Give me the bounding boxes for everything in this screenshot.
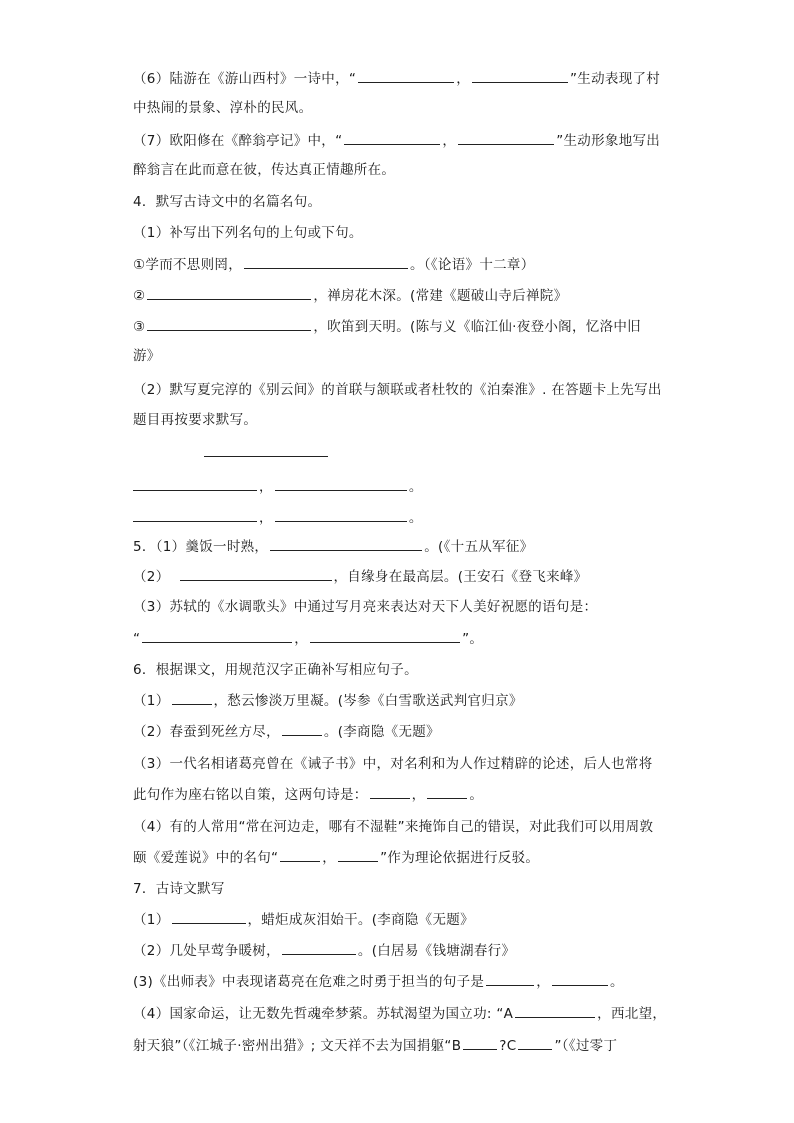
q7-title: 7．古诗文默写	[133, 881, 225, 897]
comma: ，	[294, 631, 309, 647]
answer-blank[interactable]	[338, 847, 378, 862]
title-answer-line[interactable]	[204, 456, 328, 457]
comma: ，	[411, 787, 426, 803]
q5-1-text: 5．（1）羹饭一时熟，	[133, 539, 269, 555]
open-quote: “	[133, 631, 141, 647]
q5-2-num: （2）	[133, 569, 170, 585]
answer-blank[interactable]	[486, 971, 534, 986]
q7-1-num: （1）	[133, 912, 170, 928]
answer-blank[interactable]	[275, 507, 407, 522]
q5-2	[133, 566, 587, 587]
q6-4-text: 颐《爱莲说》中的名句“	[133, 850, 279, 866]
answer-blank[interactable]	[244, 254, 408, 269]
q5-3-line1: （3）苏轼的《水调歌头》中通过写月亮来表达对天下人美好祝愿的语句是：	[133, 599, 598, 615]
answer-blank[interactable]	[310, 628, 460, 643]
q4-1-3-text: ，吹笛到天明。(陈与义《临江仙·夜登小阁，忆洛中旧	[313, 319, 641, 335]
comma: ，	[322, 850, 337, 866]
answer-blank[interactable]	[133, 476, 257, 491]
q7-3-text: (3)《出师表》中表现诸葛亮在危难之时勇于担当的句子是	[133, 974, 485, 990]
q4-1-1-source: 。（《论语》十二章）	[410, 257, 535, 273]
q4-1-instruction: （1）补写出下列名句的上句或下句。	[133, 225, 363, 241]
q6-3-line1: （3）一代名相诸葛亮曾在《诫子书》中，对名利和为人作过精辟的论述，后人也常将	[133, 756, 653, 772]
q7-4-text: （4）国家命运，让无数先哲魂牵梦萦。苏轼渴望为国立功: “A	[133, 1006, 514, 1022]
q3-6-text: （6）陆游在《游山西村》一诗中，“	[133, 71, 357, 87]
q7-2	[133, 940, 515, 961]
q6-1-num: （1）	[133, 693, 170, 709]
q7-1	[133, 909, 474, 930]
answer-blank[interactable]	[515, 1003, 595, 1018]
q5-1-source: 。(《十五从军征》	[424, 539, 534, 555]
answer-blank[interactable]	[147, 285, 311, 300]
answer-blank[interactable]	[142, 628, 292, 643]
q4-1-2-text: ，禅房花木深。(常建《题破山寺后禅院》	[313, 288, 568, 304]
q3-6-tail: ”生动表现了村	[570, 71, 661, 87]
period: 。	[408, 510, 423, 526]
answer-blank[interactable]	[133, 507, 257, 522]
q3-6-line2: 中热闹的景象、淳朴的民风。	[133, 100, 313, 116]
answer-blank[interactable]	[282, 721, 322, 736]
answer-blank[interactable]	[280, 847, 320, 862]
answer-blank[interactable]	[180, 566, 332, 581]
comma: ，	[456, 71, 470, 87]
q6-1	[133, 690, 523, 711]
answer-blank[interactable]	[344, 130, 440, 145]
q7-4-line2-text: 射天狼”（《江城子·密州出猎》; 文天祥不去为国捐躯“B	[133, 1038, 462, 1054]
q7-4-c-label: ?C	[499, 1038, 517, 1054]
q6-2-text: （2）春蚕到死丝方尽，	[133, 724, 280, 740]
q6-2	[133, 721, 440, 742]
comma: ，	[259, 479, 273, 495]
comma: ，	[536, 974, 551, 990]
answer-blank[interactable]	[427, 784, 467, 799]
q4-title: 4．默写古诗文中的名篇名句。	[133, 194, 322, 210]
q6-3-line2	[133, 784, 483, 805]
close-quote: ”。	[462, 631, 484, 647]
q7-1-text: ，蜡炬成灰泪始干。(李商隐《无题》	[247, 912, 474, 928]
answer-blank[interactable]	[282, 940, 356, 955]
q7-3	[133, 971, 624, 992]
q6-3-text: 此句作为座右铭以自策，这两句诗是：	[133, 787, 368, 803]
q6-2-source: 。(李商隐《无题》	[323, 724, 440, 740]
q6-1-text: ，愁云惨淡万里凝。(岑参《白雪歌送武判官归京》	[213, 693, 523, 709]
q6-4-line1: （4）有的人常用“常在河边走，哪有不湿鞋”来掩饰自己的错误，对此我们可以用周敦	[133, 819, 654, 835]
period: 。	[408, 479, 423, 495]
q5-1	[133, 536, 533, 557]
answer-blank[interactable]	[463, 1035, 497, 1050]
answer-blank[interactable]	[370, 784, 410, 799]
q3-7-text: （7）欧阳修在《醉翁亭记》中，“	[133, 133, 343, 149]
q3-7-tail: ”生动形象地写出	[556, 133, 661, 149]
q4-2-line2: 题目再按要求默写。	[133, 412, 258, 428]
answer-blank[interactable]	[275, 476, 407, 491]
q7-4-tail: ”（《过零丁	[554, 1038, 618, 1054]
answer-blank[interactable]	[147, 316, 311, 331]
q6-4-line2	[133, 847, 539, 868]
answer-blank[interactable]	[458, 130, 554, 145]
answer-blank[interactable]	[472, 68, 568, 83]
q4-2-answer2	[133, 507, 423, 528]
q3-7-line2: 醉翁言在此而意在彼，传达真正情趣所在。	[133, 162, 396, 178]
q4-2-line1: （2）默写夏完淳的《别云间》的首联与颔联或者杜牧的《泊秦淮》. 在答题卡上先写出	[133, 382, 662, 398]
comma: ，	[442, 133, 457, 149]
q4-1-3-num: ③	[133, 319, 146, 335]
answer-blank[interactable]	[270, 536, 422, 551]
period: 。	[469, 787, 484, 803]
q6-title: 6．根据课文，用规范汉字正确补写相应句子。	[133, 662, 418, 678]
q5-2-text: ，自缘身在最高层。(王安石《登飞来峰》	[333, 569, 588, 585]
answer-blank[interactable]	[358, 68, 454, 83]
q7-4-line1	[133, 1003, 666, 1024]
q4-1-2-num: ②	[133, 288, 146, 304]
answer-blank[interactable]	[518, 1035, 552, 1050]
q4-1-2	[133, 285, 567, 306]
answer-blank[interactable]	[172, 909, 246, 924]
q5-3-line2	[133, 628, 483, 649]
q7-2-text: （2）几处早莺争暖树，	[133, 943, 280, 959]
q4-1-3	[133, 316, 641, 337]
q4-2-answer1	[133, 476, 423, 497]
comma: ，	[259, 510, 273, 526]
q4-1-1-text: ①学而不思则罔，	[133, 257, 243, 273]
q4-1-3-cont: 游》	[133, 348, 161, 364]
q6-4-tail: ”作为理论依据进行反驳。	[380, 850, 540, 866]
q7-4-mid: ，西北望，	[597, 1006, 667, 1022]
q3-6-line1	[133, 68, 660, 89]
answer-blank[interactable]	[552, 971, 608, 986]
q3-7-line1	[133, 130, 660, 151]
q7-2-source: 。(白居易《钱塘湖春行》	[357, 943, 516, 959]
q7-4-line2	[133, 1035, 617, 1056]
q4-1-1	[133, 254, 535, 275]
answer-blank[interactable]	[172, 690, 212, 705]
period: 。	[610, 974, 624, 990]
